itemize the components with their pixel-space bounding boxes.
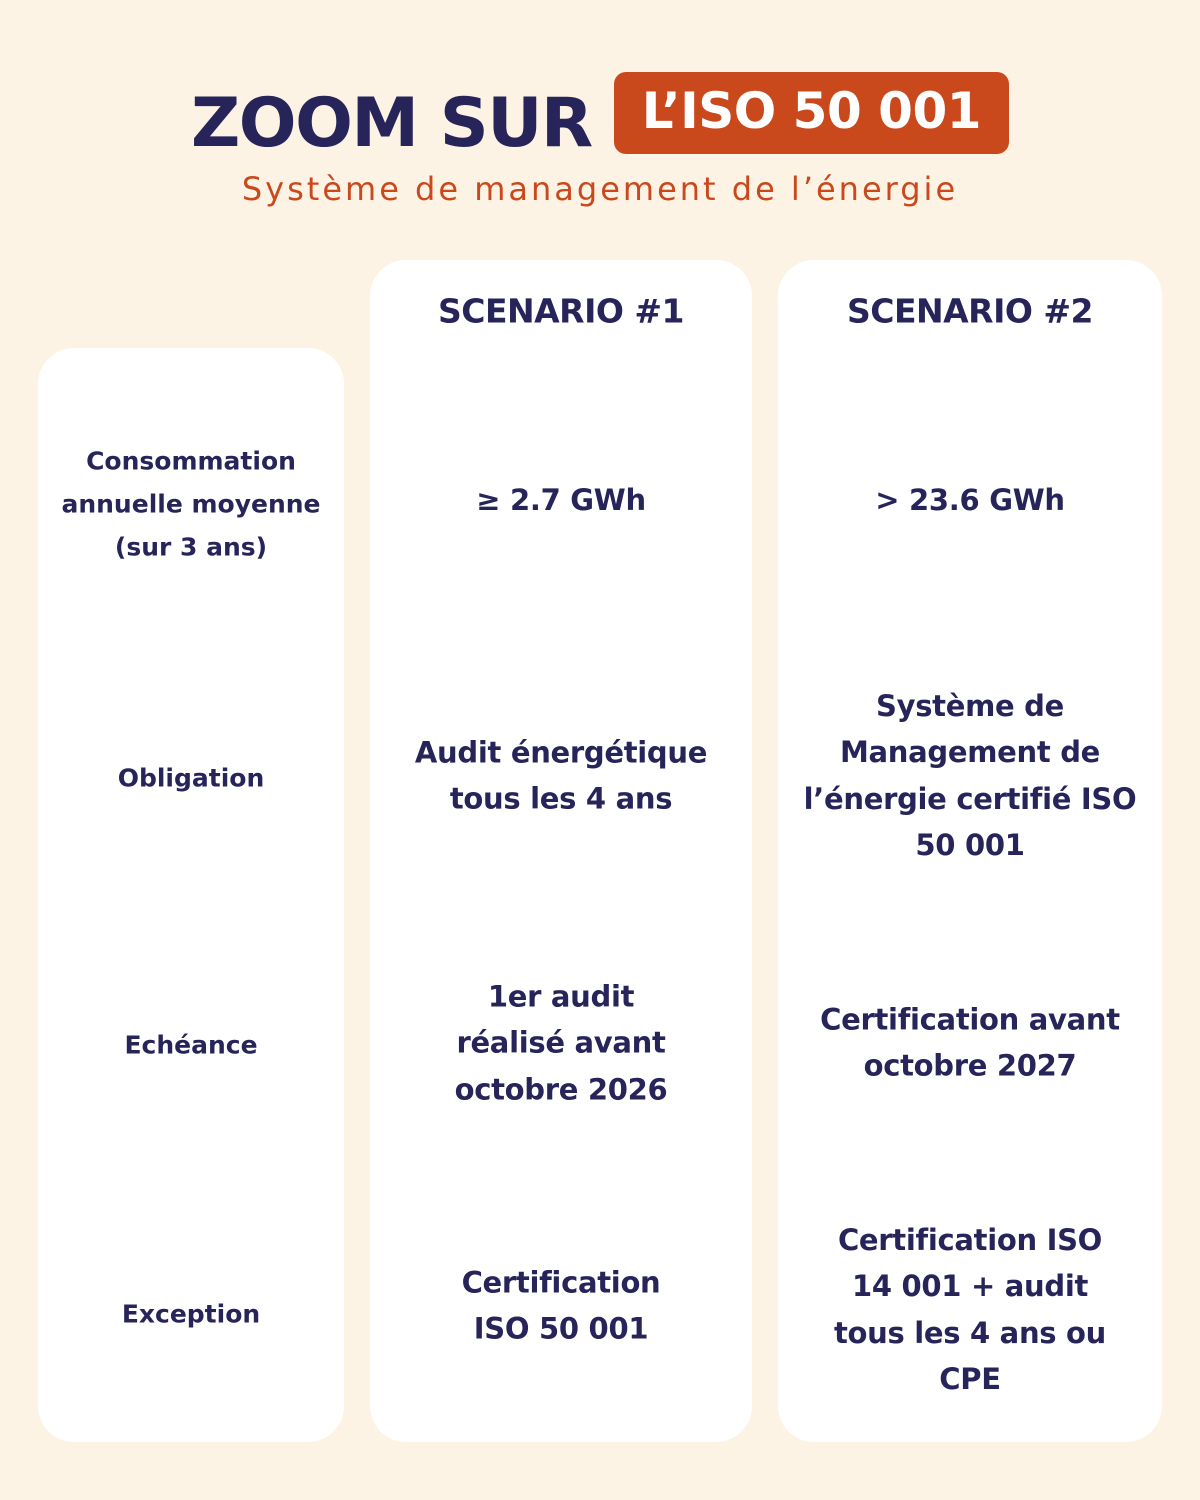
scenario-1-obligation-text: Audit énergétique tous les 4 ans — [414, 735, 708, 816]
label-exception: Exception — [121, 1299, 261, 1329]
scenario-2-echeance-text: Certification avant octobre 2027 — [820, 1002, 1120, 1083]
scenario-1-exception-text: Certification ISO 50 001 — [461, 1265, 661, 1346]
title-badge: L’ISO 50 001 — [614, 72, 1009, 154]
scenario-2-exception — [778, 1217, 1162, 1403]
label-obligation: Obligation — [117, 763, 265, 793]
scenario-1-echeance — [370, 973, 752, 1112]
scenario-2-consommation: > 23.6 GWh — [875, 482, 1065, 517]
header — [0, 62, 1200, 163]
scenario-2-obligation-text: Système de Management de l’énergie certifié ISO 50 001 — [803, 689, 1137, 863]
scenario-2-obligation — [778, 683, 1162, 869]
scenario-1-exception — [370, 1260, 752, 1353]
scenario-1-obligation — [370, 730, 752, 823]
page-title: ZOOM SUR — [190, 84, 592, 163]
scenario-2-title: SCENARIO #2 — [846, 291, 1094, 331]
label-echeance: Echéance — [124, 1030, 258, 1060]
label-consommation — [38, 440, 344, 569]
label-consommation-text: Consommation annuelle moyenne (sur 3 ans) — [61, 446, 321, 562]
page-subtitle: Système de management de l’énergie — [241, 170, 959, 208]
labels-card — [38, 348, 344, 1442]
scenario-1-echeance-text: 1er audit réalisé avant octobre 2026 — [454, 979, 668, 1107]
scenario-1-title: SCENARIO #1 — [437, 291, 685, 331]
scenario-1-consommation: ≥ 2.7 GWh — [476, 482, 646, 517]
scenario-2-echeance — [778, 997, 1162, 1090]
scenario-2-exception-text: Certification ISO 14 001 + audit tous les 4 ans ou CPE — [833, 1223, 1107, 1397]
scenario-1-card — [370, 260, 752, 1442]
scenario-2-card — [778, 260, 1162, 1442]
